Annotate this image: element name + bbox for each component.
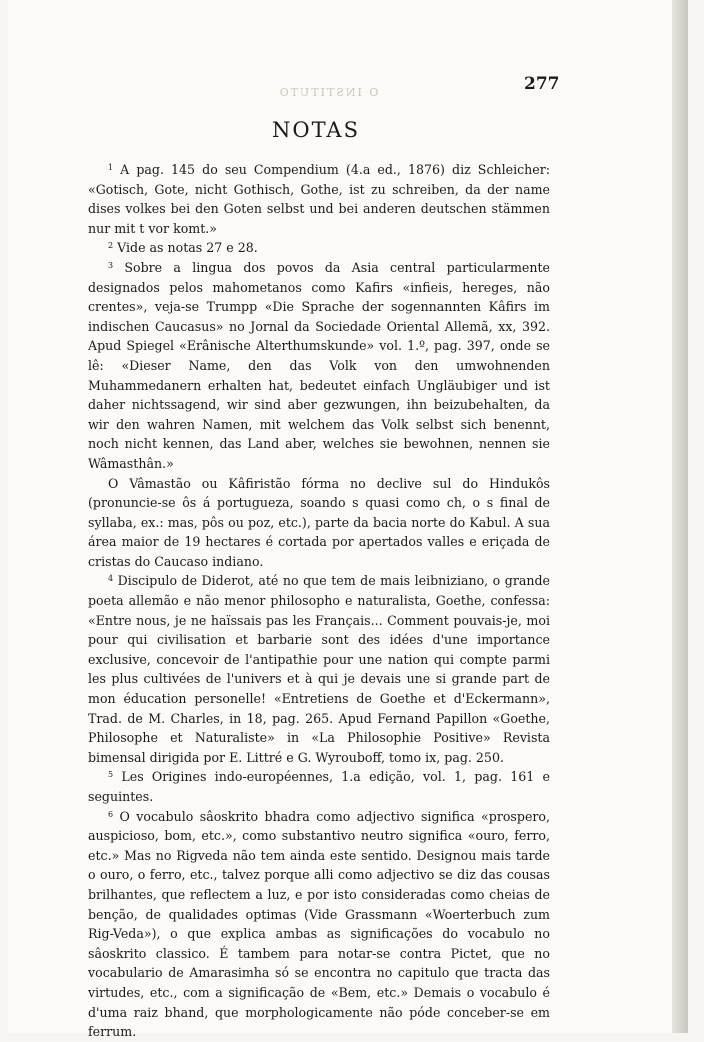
note-text: O vocabulo sâoskrito bhadra como adjectivo significa «prospero, auspicioso, bom, etc.», como substantivo neutro significa «ouro, ferro, etc.» Mas no Rigveda não tem ainda este sentido. Designou mais tarde o ouro, o ferro, etc., talvez porque alli como adjectivo se diz das cousas brilhantes, que reflectem a luz, e por isto consideradas como cheias de benção, de qualidades optimas (Vide Grassmann «Woerterbuch zum Rig-Veda»), o que explica ambas as significações do vocabulo no sâoskrito classico. É tambem para notar-se contra Pictet, que no vocabulario de Amarasimha só se encontra no capitulo que tracta das virtudes, etc., com a significação de «Bem, etc.» Demais o vocabulo é d'uma raiz bhand, que morphologicamente não póde conceber-se em ferrum. <box>88 808 550 1040</box>
note-6 <box>88 807 550 1042</box>
note-text: O Vâmastão ou Kâfiristão fórma no declive sul do Hindukôs (pronuncie-se ôs á portugueza, soando s quasi como ch, o s final de syllaba, ex.: mas, pôs ou poz, etc.), parte da bacia norte do Kabul. A sua área maior de 19 hectares é cortada por apertados valles e eriçada de cristas do Caucaso indiano. <box>88 475 550 569</box>
page-number: 277 <box>524 74 560 94</box>
note-number: 1 <box>108 163 114 172</box>
book-page <box>8 0 688 1040</box>
note-text: A pag. 145 do seu Compendium (4.a ed., 1876) diz Schleicher: «Gotisch, Gote, nicht Gothisch, Gothe, ist zu schreiben, da der name dises volkes bei den Goten selbst und bei anderen deutschen stämmen nur mit t vor komt.» <box>88 162 550 236</box>
page-edge-shadow <box>672 0 688 1033</box>
note-3-continued <box>88 474 550 572</box>
note-3 <box>88 258 550 474</box>
note-number: 3 <box>108 260 114 270</box>
note-number: 5 <box>108 770 114 780</box>
notes-body <box>88 160 550 1042</box>
note-text: Les Origines indo-européennes, 1.a edição, vol. 1, pag. 161 e seguintes. <box>88 769 550 804</box>
page-title: NOTAS <box>271 118 360 142</box>
running-head-bleedthrough: O INSTITUTO <box>277 86 379 99</box>
note-number: 4 <box>108 574 114 584</box>
note-number: 6 <box>108 809 114 819</box>
note-number: 2 <box>108 241 114 251</box>
note-text: Discipulo de Diderot, até no que tem de mais leibniziano, o grande poeta allemão e não menor philosopho e naturalista, Goethe, confessa: «Entre nous, je ne haïssais pas les Français... Comment pouvais-je, moi pour qui civilisation et barbarie sont des idées d'une importance exclusive, concevoir de l'antipathie pour une nation qui compte parmi les plus cultivées de l'univers et à qui je devais une si grande part de mon éducation personelle! «Entretiens de Goethe et d'Eckermann», Trad. de M. Charles, in 18, pag. 265. Apud Fernand Papillon «Goethe, Philosophe et Naturaliste» in «La Philosophie Positive» Revista bimensal dirigida por E. Littré e G. Wyrouboff, tomo ix, pag. 250. <box>88 573 550 765</box>
note-5 <box>88 767 550 806</box>
note-text: Vide as notas 27 e 28. <box>117 240 258 256</box>
note-4 <box>88 571 550 767</box>
note-text: Sobre a lingua dos povos da Asia central particularmente designados pelos mahometanos como Kafirs «infieis, hereges, não crentes», veja-se Trumpp «Die Sprache der sogennannten Kâfirs im indischen Caucasus» no Jornal da Sociedade Oriental Allemã, xx, 392. Apud Spiegel «Erânische Alterthumskunde» vol. 1.º, pag. 397, onde se lê: «Dieser Name, den das Volk von den umwohnenden Muhammedanern erhalten hat, bedeutet einfach Ungläubiger und ist daher nichtssagend, wir sind aber gezwungen, ihn beizubehalten, da wir den wahren Namen, mit welchem das Volk selbst sich benennt, noch nicht kennen, das Land aber, welches sie bewohnen, nennen sie Wâmasthân.» <box>88 259 550 471</box>
note-1 <box>88 160 550 238</box>
note-2 <box>88 238 550 258</box>
